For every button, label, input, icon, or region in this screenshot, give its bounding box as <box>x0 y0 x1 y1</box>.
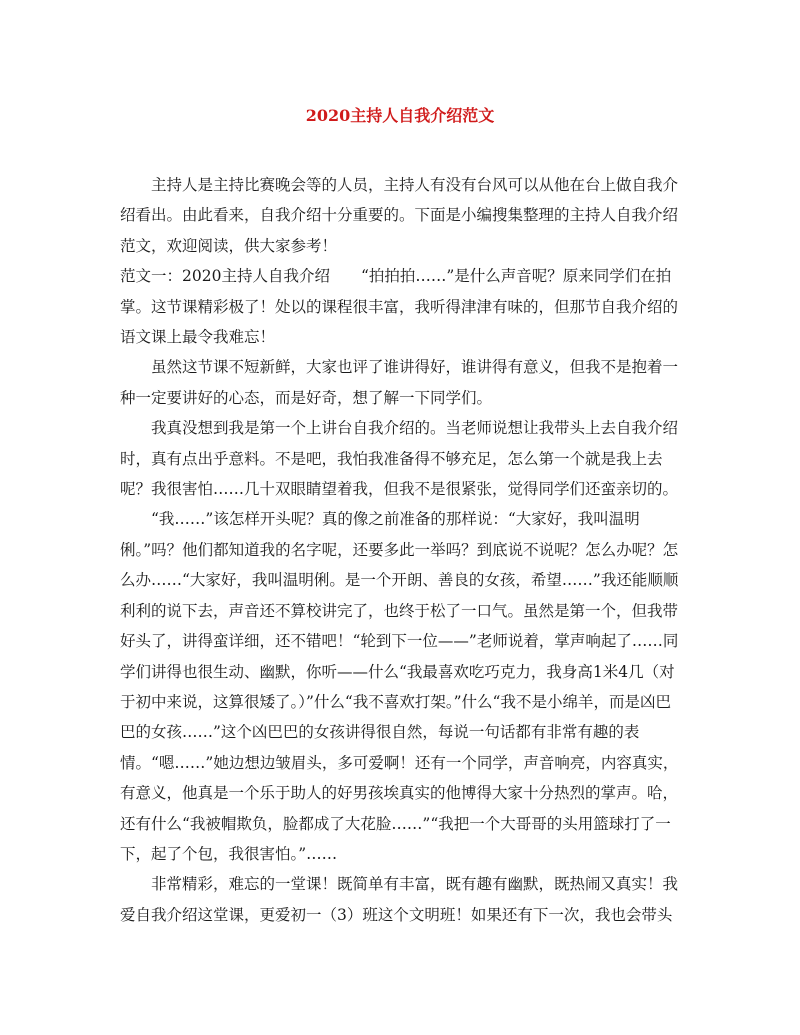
document-title: 2020主持人自我介绍范文 <box>305 106 495 125</box>
paragraph-curiosity: 虽然这节课不短新鲜，大家也评了谁讲得好，谁讲得有意义，但我不是抱着一种一定要讲好的心态，而是好奇，想了解一下同学们。 <box>120 358 679 407</box>
paragraph-sample-one: 范文一：2020主持人自我介绍 “拍拍拍……”是什么声音呢？原来同学们在拍掌。这节课精彩极了！处以的课程很丰富，我听得津津有味的，但那节自我介绍的语文课上最令我难忘！ <box>120 267 679 347</box>
document-body <box>120 170 686 930</box>
paragraph-intro: 主持人是主持比赛晚会等的人员，主持人有没有台风可以从他在台上做自我介绍看出。由此看来，自我介绍十分重要的。下面是小编搜集整理的主持人自我介绍范文，欢迎阅读，供大家参考！ <box>120 176 679 255</box>
paragraph-conclusion: 非常精彩，难忘的一堂课！既简单有丰富，既有趣有幽默，既热闹又真实！我爱自我介绍这堂课，更爱初一（3）班这个文明班！如果还有下一次，我也会带头 <box>120 875 679 924</box>
paragraph-speech: “我……”该怎样开头呢？真的像之前准备的那样说：“大家好，我叫温明俐。”吗？他们都知道我的名字呢，还要多此一举吗？到底说不说呢？怎么办呢？怎么办……“大家好，我叫温明俐。是一个开朗、善良的女孩，希望……”我还能顺顺利利的说下去，声音还不算校讲完了，也终于松了一口气。虽然是第一个，但我带好头了，讲得蛮详细，还不错吧！“轮到下一位——”老师说着，掌声响起了……同学们讲得也很生动、幽默，你听——什么“我最喜欢吃巧克力，我身高1米4几（对于初中来说，这算很矮了。）”什么“我不喜欢打架。”什么“我不是小绵羊，而是凶巴巴的女孩……”这个凶巴巴的女孩讲得很自然，每说一句话都有非常有趣的表情。“嗯……”她边想边皱眉头，多可爱啊！还有一个同学，声音响亮，内容真实，有意义，他真是一个乐于助人的好男孩埃真实的他博得大家十分热烈的掌声。哈，还有什么“我被帽欺负，脸都成了大花脸……”“我把一个大哥哥的头用篮球打了一下，起了个包，我很害怕。”…… <box>120 510 679 863</box>
paragraph-first-speaker: 我真没想到我是第一个上讲台自我介绍的。当老师说想让我带头上去自我介绍时，真有点出乎意料。不是吧，我怕我准备得不够充足，怎么第一个就是我上去呢？我很害怕……几十双眼睛望着我，但我不是很紧张，觉得同学们还蛮亲切的。 <box>120 419 679 499</box>
